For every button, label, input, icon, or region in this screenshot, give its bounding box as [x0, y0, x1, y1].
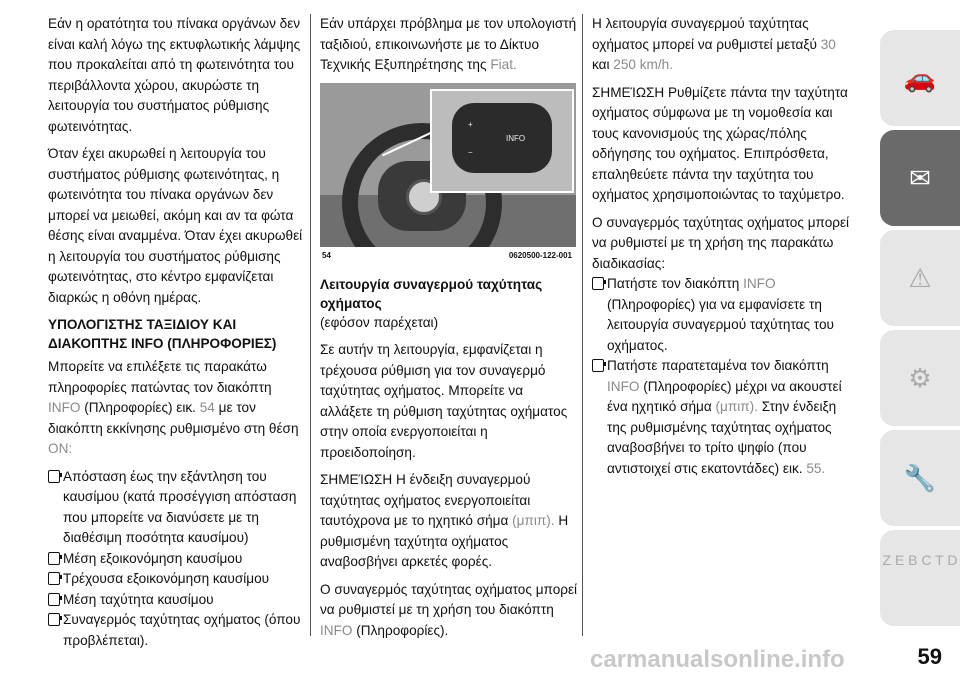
step-icon [48, 470, 60, 483]
step-icon [592, 277, 604, 290]
paragraph-note-legal: ΣΗΜΕΊΩΣΗ Ρυθμίζετε πάντα την ταχύτητα οχήματος σύμφωνα με τη νομοθεσία και τους κανονισμούς της χώρας/πόλης οδήγησης του οχήματος. Επιπρόσθετα, επαληθεύετε πάντα την ταχύτητα του οχήματος χρησιμοποιώντας το ταχύμετρο. [592, 84, 848, 202]
right-column [592, 14, 850, 479]
paragraph-note-beep: ΣΗΜΕΊΩΣΗ Η ένδειξη συναγερμού ταχύτητας οχήματος ενεργοποιείται ταυτόχρονα με το ηχητικό σήμα (μπιπ). Η ρυθμισμένη ταχύτητα οχήματος αναβοσβήνει αρκετές φορές. [320, 472, 569, 569]
step-icon [48, 572, 60, 585]
paragraph-speed-range: Η λειτουργία συναγερμού ταχύτητας οχήματος μπορεί να ρυθμιστεί μεταξύ 30 και 250 km/h. [592, 16, 836, 72]
watermark: carmanualsonline.info [590, 646, 845, 673]
page-number: 59 [917, 644, 942, 669]
column-divider [582, 14, 583, 636]
steering-icon[interactable]: ⚙ [880, 330, 960, 426]
paragraph-glare: Εάν η ορατότητα του πίνακα οργάνων δεν είναι καλή λόγω της εκτυφλωτικής λάμψης που προκαλείται από τη φωτεινότητα του περιβάλλοντα χώρου, ακυρώστε τη λειτουργία του συστήματος ρύθμισης φωτεινότητας. [48, 16, 301, 134]
column-divider [310, 14, 311, 636]
paragraph-dimmer-cancelled: Όταν έχει ακυρωθεί η λειτουργία του συστήματος ρύθμισης φωτεινότητας, η φωτεινότητα του πίνακα οργάνων δεν μπορεί να μειωθεί, ακόμη και αν τα φώτα θέσης είναι αναμμένα. Όταν έχει ακυρωθεί η λειτουργία του συστήματος ρύθμισης φωτεινότητας, στο κέντρο εμφανίζεται διαρκώς η οθόνη ημέρας. [48, 146, 303, 305]
list-item: Απόσταση έως την εξάντληση του καυσίμου (κατά προσέγγιση απόσταση που μπορείτε να διανύσετε με τη διαθέσιμη ποσότητα καυσίμου) [48, 467, 306, 549]
info-button-label: INFO [506, 133, 526, 143]
figure-code: 0620500-122-001 [508, 250, 572, 260]
paragraph-speed-alarm-desc: Σε αυτήν τη λειτουργία, εμφανίζεται η τρέχουσα ρύθμιση για τον συναγερμό ταχύτητας οχήματος. Μπορείτε να αλλάξετε τη ρύθμιση ταχύτητας οχήματος στην οποία ενεργοποιείται η προειδοποίηση. [320, 342, 568, 460]
figure-caption-bar [320, 247, 576, 265]
minus-button-icon: − [468, 147, 473, 157]
figure-number: 54 [322, 250, 331, 260]
safety-icon[interactable]: ⚠ [880, 230, 960, 326]
list-item: Συναγερμός ταχύτητας οχήματος (όπου προβλέπεται). [48, 610, 306, 651]
list-item: Μέση εξοικονόμηση καυσίμου [48, 549, 306, 570]
chapter-tabs [872, 30, 960, 630]
steering-wheel-figure [320, 83, 576, 265]
paragraph-info-switch: Μπορείτε να επιλέξετε τις παρακάτω πληροφορίες πατώντας τον διακόπτη INFO (Πληροφορίες) εικ. 54 με τον διακόπτη εκκίνησης ρυθμισμένο στη θέση ON: [48, 359, 299, 456]
plus-button-icon: + [468, 119, 473, 129]
step-icon [48, 593, 60, 606]
wrench-icon[interactable]: 🔧 [880, 430, 960, 526]
car-icon[interactable]: 🚗 [880, 30, 960, 126]
dashboard-warning-icon[interactable]: ✉ [880, 130, 960, 226]
list-item: Τρέχουσα εξοικονόμηση καυσίμου [48, 569, 306, 590]
step-icon [48, 552, 60, 565]
section-heading-trip-computer: ΥΠΟΛΟΓΙΣΤΗΣ ΤΑΞΙΔΙΟΥ ΚΑΙ ΔΙΑΚΟΠΤΗΣ INFO (ΠΛΗΡΟΦΟΡΙΕΣ) [48, 317, 277, 351]
left-column [48, 14, 306, 651]
step-icon [592, 359, 604, 372]
section-heading-speed-alarm: Λειτουργία συναγερμού ταχύτητας οχήματος [320, 276, 543, 311]
paragraph-procedure-intro: Ο συναγερμός ταχύτητας οχήματος μπορεί να ρυθμιστεί με τη χρήση της παρακάτω διαδικασίας: [592, 214, 850, 271]
paragraph-set-with-info: Ο συναγερμός ταχύτητας οχήματος μπορεί να ρυθμιστεί με τη χρήση του διακόπτη INFO (Πληροφορίες). [320, 581, 578, 638]
list-item: Πατήστε παρατεταμένα τον διακόπτη INFO (Πληροφορίες) μέχρι να ακουστεί ένα ηχητικό σήμα (μπιπ). Στην ένδειξη της ρυθμισμένης ταχύτητας οχήματος αναβοσβήνει το τρίτο ψηφίο (που αντιστοιχεί στις εκατοντάδες) εικ. 55. [592, 356, 850, 479]
switch-detail-inset [430, 89, 574, 193]
list-item: Πατήστε τον διακόπτη INFO (Πληροφορίες) για να εμφανίσετε τη λειτουργία συναγερμού ταχύτητας του οχήματος. [592, 274, 850, 356]
switch-pad [452, 103, 552, 173]
subheading-if-equipped: (εφόσον παρέχεται) [320, 314, 439, 330]
list-item: Μέση ταχύτητα καυσίμου [48, 590, 306, 611]
index-letters-icon[interactable]: Z E B C T D [880, 530, 960, 626]
paragraph-contact-service: Εάν υπάρχει πρόβλημα με τον υπολογιστή ταξιδιού, επικοινωνήστε με το Δίκτυο Τεχνικής Εξυπηρέτησης της Fiat. [320, 16, 577, 72]
step-icon [48, 613, 60, 626]
middle-column [320, 14, 578, 648]
